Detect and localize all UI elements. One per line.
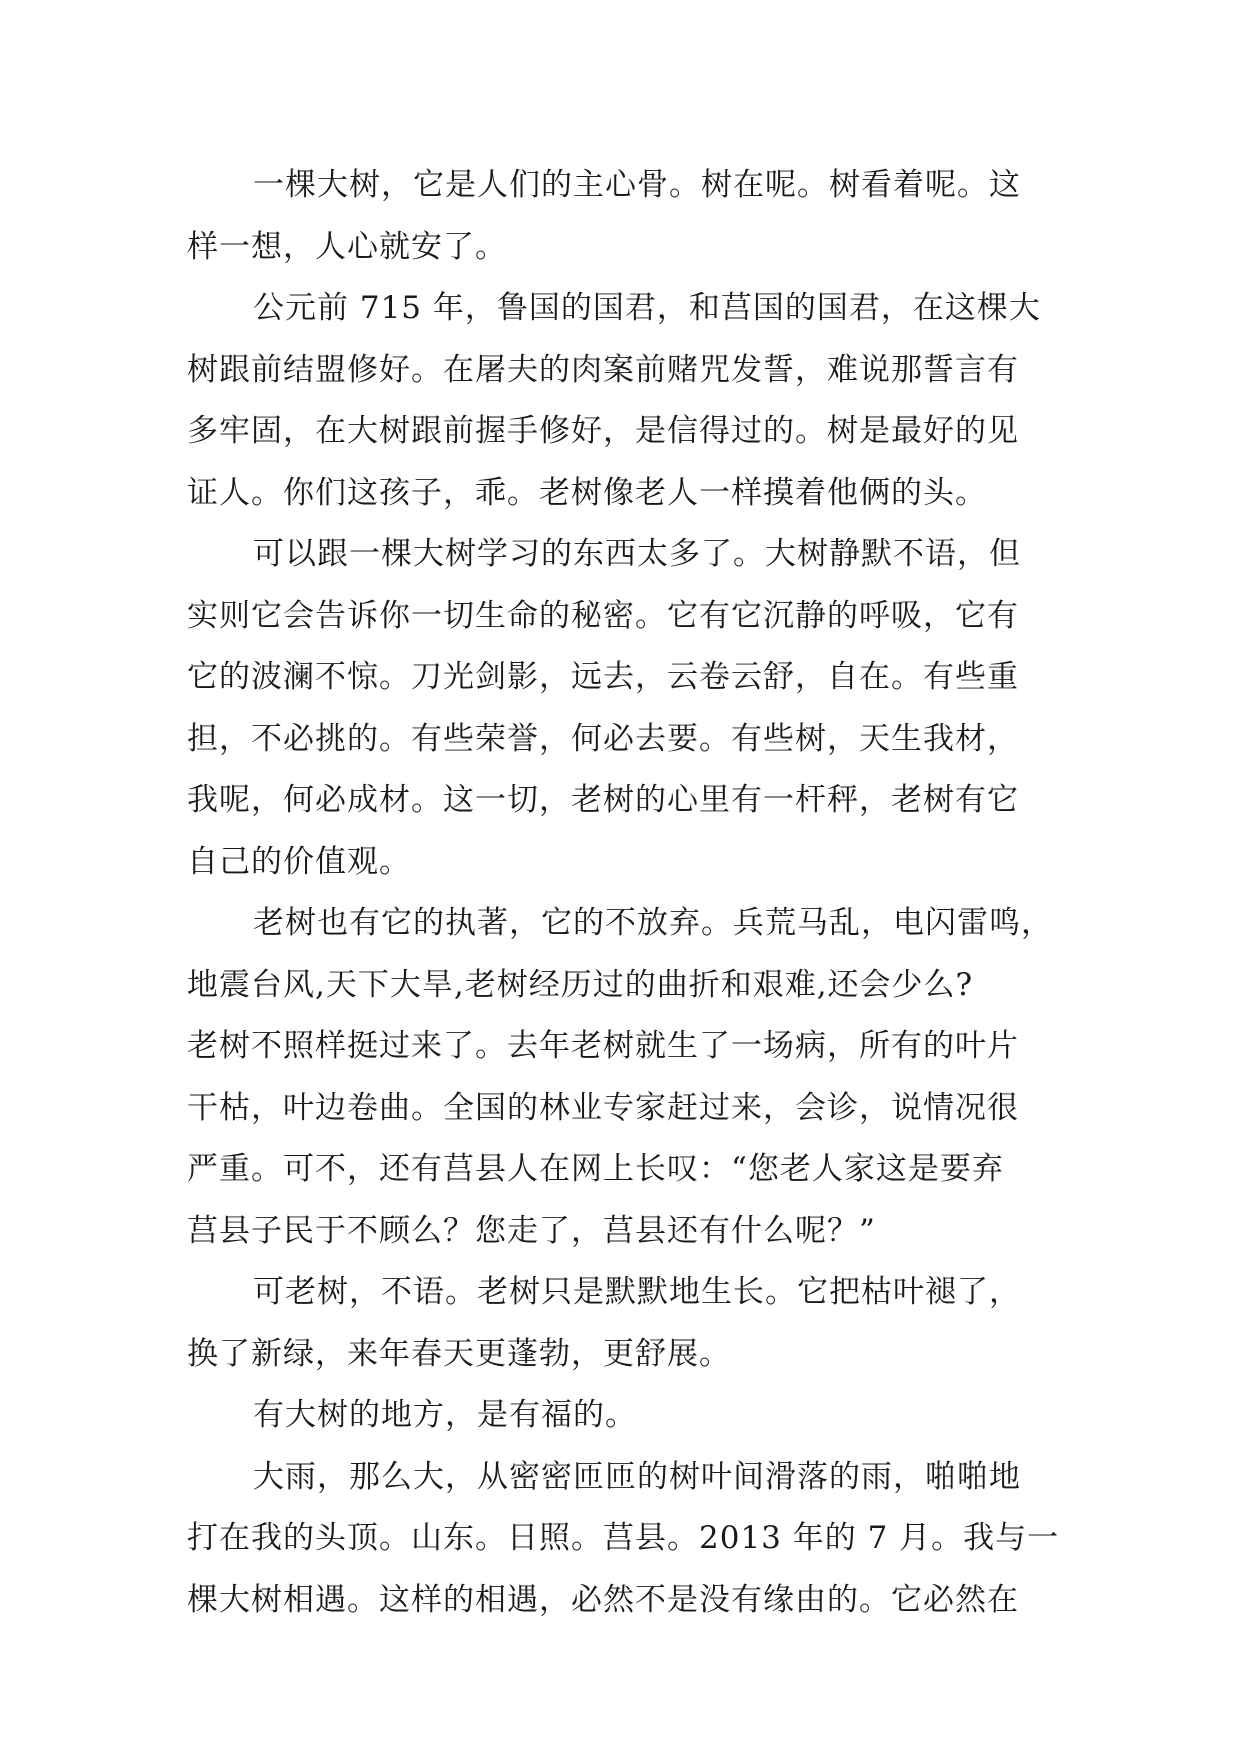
text-line: 公元前 715 年，鲁国的国君，和莒国的国君，在这棵大 — [253, 290, 1041, 326]
text-line: 证人。你们这孩子，乖。老树像老人一样摸着他俩的头。 — [187, 474, 987, 511]
text-line: 莒县子民于不顾么？您走了，莒县还有什么呢？” — [187, 1212, 876, 1249]
text-line: 大雨，那么大，从密密匝匝的树叶间滑落的雨，啪啪地 — [253, 1458, 1021, 1495]
text-line: 老树也有它的执著，它的不放弃。兵荒马乱，电闪雷鸣， — [253, 905, 1053, 941]
text-line: 棵大树相遇。这样的相遇，必然不是没有缘由的。它必然在 — [187, 1581, 1019, 1618]
text-line: 打在我的头顶。山东。日照。莒县。2013 年的 7 月。我与一 — [187, 1520, 1060, 1556]
body-text — [187, 155, 1067, 1631]
text-line: 它的波澜不惊。刀光剑影，远去，云卷云舒，自在。有些重 — [187, 659, 1019, 695]
text-line: 树跟前结盟修好。在屠夫的肉案前赌咒发誓，难说那誓言有 — [187, 351, 1019, 388]
text-line: 自己的价值观。 — [187, 843, 411, 880]
text-line: 有大树的地方，是有福的。 — [253, 1397, 637, 1433]
text-line: 地震台风,天下大旱,老树经历过的曲折和艰难,还会少么? — [187, 966, 974, 1003]
text-line: 严重。可不，还有莒县人在网上长叹：“您老人家这是要弃 — [187, 1151, 1004, 1187]
text-line: 老树不照样挺过来了。去年老树就生了一场病，所有的叶片 — [187, 1028, 1019, 1064]
text-line: 可老树，不语。老树只是默默地生长。它把枯叶褪了， — [253, 1274, 1021, 1310]
text-line: 可以跟一棵大树学习的东西太多了。大树静默不语，但 — [253, 536, 1021, 572]
text-line: 换了新绿，来年春天更蓬勃，更舒展。 — [187, 1335, 731, 1372]
text-line: 实则它会告诉你一切生命的秘密。它有它沉静的呼吸，它有 — [187, 597, 1019, 634]
text-line: 我呢，何必成材。这一切，老树的心里有一杆秤，老树有它 — [187, 782, 1019, 818]
text-line: 多牢固，在大树跟前握手修好，是信得过的。树是最好的见 — [187, 413, 1019, 449]
text-line: 担，不必挑的。有些荣誉，何必去要。有些树，天生我材， — [187, 720, 1019, 757]
text-line: 一棵大树，它是人们的主心骨。树在呢。树看着呢。这 — [253, 167, 1021, 203]
text-line: 干枯，叶边卷曲。全国的林业专家赶过来，会诊，说情况很 — [187, 1089, 1019, 1126]
text-line: 样一想，人心就安了。 — [187, 228, 507, 265]
